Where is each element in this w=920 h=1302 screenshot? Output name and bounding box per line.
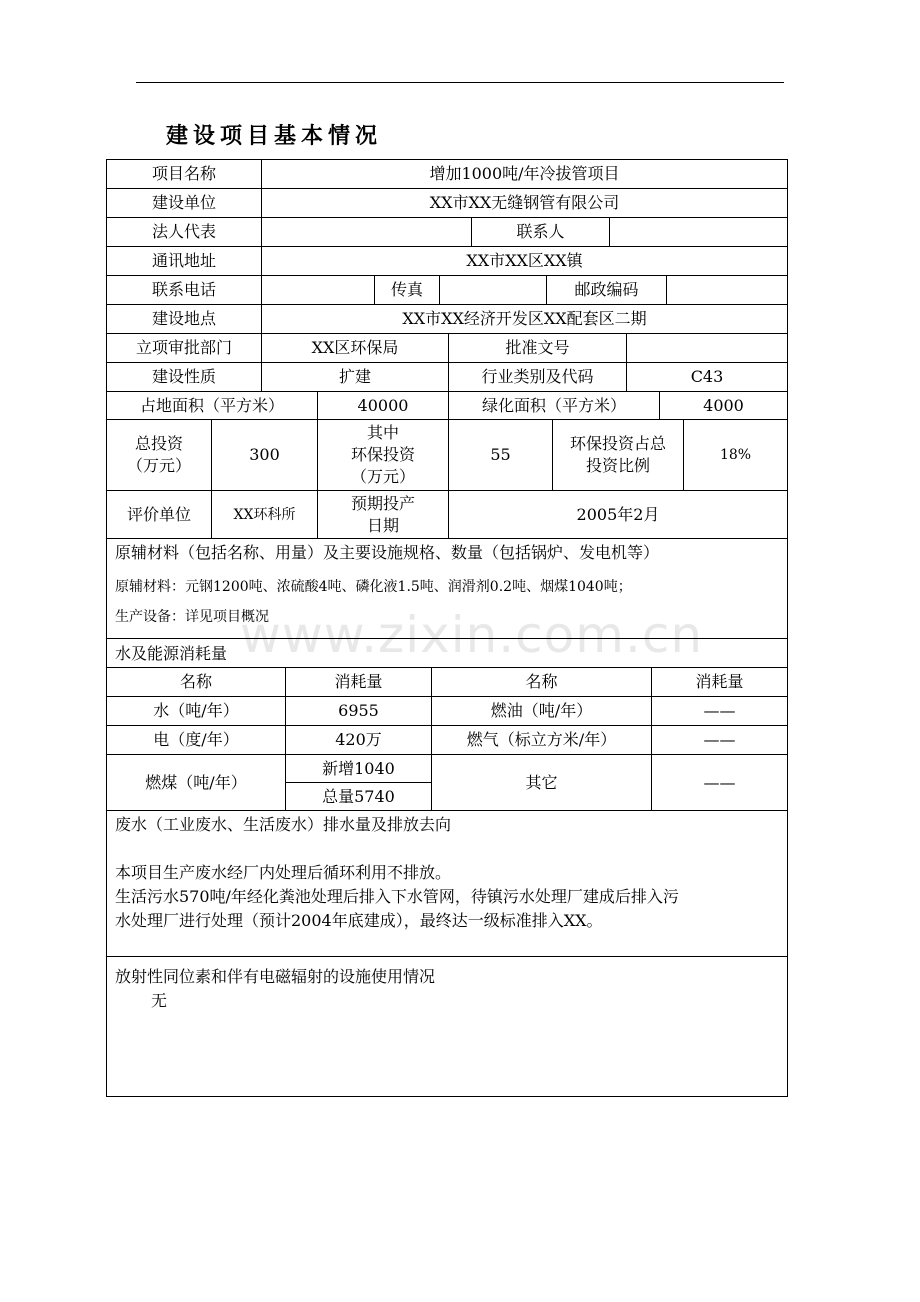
value-env-invest: 55	[449, 420, 553, 491]
label-address: 通讯地址	[107, 247, 262, 276]
label-industry: 行业类别及代码	[449, 363, 627, 392]
energy-col-amount-2: 消耗量	[652, 668, 787, 697]
label-env-ratio-line1: 环保投资占总	[569, 434, 666, 453]
label-total-invest-line1: 总投资	[134, 434, 183, 453]
energy-col-name-1: 名称	[107, 668, 286, 697]
value-green-area: 4000	[660, 392, 787, 420]
label-start-date-line1: 预期投产	[350, 493, 415, 513]
energy-col-amount-1: 消耗量	[286, 668, 432, 697]
label-approval-no: 批准文号	[449, 334, 627, 363]
value-site: XX市XX经济开发区XX配套区二期	[262, 305, 787, 334]
label-start-date	[318, 491, 449, 539]
label-legal-rep: 法人代表	[107, 218, 262, 247]
materials-line-equipment: 生产设备：详见项目概况	[115, 609, 269, 625]
value-contact	[610, 218, 787, 247]
value-builder: XX市XX无缝钢管有限公司	[262, 189, 787, 218]
label-env-invest-line1: 其中	[366, 423, 399, 442]
label-eval-unit: 评价单位	[107, 491, 212, 539]
energy-coal-new: 新增1040	[286, 755, 432, 783]
label-nature: 建设性质	[107, 363, 262, 392]
materials-section	[107, 539, 787, 639]
value-start-date: 2005年2月	[449, 491, 787, 539]
materials-heading: 原辅材料（包括名称、用量）及主要设施规格、数量（包括锅炉、发电机等）	[115, 543, 660, 562]
value-approval-no	[627, 334, 787, 363]
energy-coal-total: 总量5740	[286, 783, 432, 811]
label-builder: 建设单位	[107, 189, 262, 218]
label-env-invest-line2: 环保投资	[350, 445, 415, 464]
value-fax	[440, 276, 547, 305]
energy-heading: 水及能源消耗量	[107, 639, 787, 668]
wastewater-section	[107, 811, 787, 957]
value-phone	[262, 276, 375, 305]
energy-fuel-oil-name: 燃油（吨/年）	[432, 697, 652, 726]
energy-coal-name: 燃煤（吨/年）	[107, 755, 286, 811]
energy-water-name: 水（吨/年）	[107, 697, 286, 726]
radiation-section	[107, 957, 787, 1096]
label-phone: 联系电话	[107, 276, 262, 305]
value-address: XX市XX区XX镇	[262, 247, 787, 276]
label-project-name: 项目名称	[107, 160, 262, 189]
label-fax: 传真	[375, 276, 440, 305]
label-env-ratio-line2: 投资比例	[585, 456, 650, 475]
value-land-area: 40000	[318, 392, 449, 420]
energy-col-name-2: 名称	[432, 668, 652, 697]
energy-other-value: ——	[652, 755, 787, 811]
value-postcode	[667, 276, 787, 305]
value-project-name: 增加1000吨/年冷拔管项目	[262, 160, 787, 189]
energy-gas-value: ——	[652, 726, 787, 755]
energy-other-name: 其它	[432, 755, 652, 811]
label-postcode: 邮政编码	[547, 276, 667, 305]
label-site: 建设地点	[107, 305, 262, 334]
energy-fuel-oil-value: ——	[652, 697, 787, 726]
radiation-heading: 放射性同位素和伴有电磁辐射的设施使用情况	[115, 967, 436, 986]
energy-gas-name: 燃气（标立方米/年）	[432, 726, 652, 755]
label-total-invest	[107, 420, 212, 491]
value-eval-unit: XX环科所	[212, 491, 318, 539]
watermark: www.zixin.com.cn	[240, 606, 704, 664]
materials-line-raw: 原辅材料：元钢1200吨、浓硫酸4吨、磷化液1.5吨、润滑剂0.2吨、烟煤1040吨；	[115, 579, 632, 595]
label-env-ratio	[553, 420, 684, 491]
wastewater-heading: 废水（工业废水、生活废水）排水量及排放去向	[115, 815, 452, 834]
value-industry-code: C43	[627, 363, 787, 392]
wastewater-line-2: 生活污水570吨/年经化粪池处理后排入下水管网，待镇污水处理厂建成后排入污	[115, 887, 679, 906]
project-info-table	[106, 159, 788, 1097]
energy-power-value: 420万	[286, 726, 432, 755]
page-title: 建设项目基本情况	[166, 124, 383, 149]
label-total-invest-line2: （万元）	[126, 456, 191, 475]
label-green-area: 绿化面积（平方米）	[449, 392, 660, 420]
label-approval-dept: 立项审批部门	[107, 334, 262, 363]
value-nature: 扩建	[262, 363, 449, 392]
label-env-invest	[318, 420, 449, 491]
radiation-content: 无	[151, 991, 168, 1010]
label-contact: 联系人	[472, 218, 610, 247]
energy-power-name: 电（度/年）	[107, 726, 286, 755]
energy-water-value: 6955	[286, 697, 432, 726]
wastewater-line-1: 本项目生产废水经厂内处理后循环利用不排放。	[115, 863, 452, 882]
label-env-invest-line3: （万元）	[350, 467, 415, 486]
value-env-ratio: 18%	[684, 420, 787, 491]
value-total-invest: 300	[212, 420, 318, 491]
value-approval-dept: XX区环保局	[262, 334, 449, 363]
header-rule	[136, 82, 784, 83]
label-land-area: 占地面积（平方米）	[107, 392, 318, 420]
label-start-date-line2: 日期	[366, 515, 399, 535]
value-legal-rep	[262, 218, 472, 247]
wastewater-line-3: 水处理厂进行处理（预计2004年底建成），最终达一级标准排入XX。	[115, 911, 603, 930]
